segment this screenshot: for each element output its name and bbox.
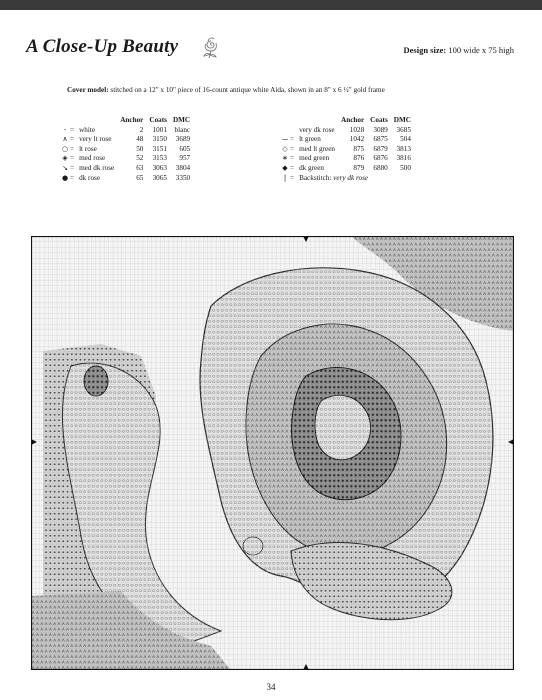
- key-dmc: 3350: [175, 173, 191, 182]
- key-dmc: 3813: [396, 144, 411, 153]
- key-coats: 6875: [373, 135, 388, 144]
- key-row: [60, 154, 193, 164]
- key-dmc: 500: [400, 163, 411, 172]
- key-coats: 1001: [152, 125, 167, 134]
- anchor-header: Anchor: [341, 116, 365, 124]
- design-size: [404, 45, 515, 55]
- backstitch-row: | = Backstitch: very dk rose: [280, 174, 414, 184]
- anchor-header: Anchor: [120, 116, 144, 124]
- color-key-left: [60, 116, 193, 183]
- key-row: [60, 126, 193, 136]
- key-anchor: 875: [353, 144, 365, 153]
- cover-model-label: Cover model:: [67, 86, 109, 94]
- key-symbol: ○: [61, 144, 69, 153]
- dmc-header: DMC: [172, 116, 191, 124]
- key-equals: =: [70, 154, 75, 163]
- key-dmc: 3689: [175, 135, 191, 144]
- key-anchor: 65: [136, 173, 144, 182]
- key-row: [280, 126, 414, 136]
- key-color-name: lt rose: [79, 144, 97, 153]
- key-anchor: 1042: [349, 135, 365, 144]
- key-symbol: ◆: [282, 163, 288, 172]
- key-coats: 3153: [152, 154, 167, 163]
- key-dmc: 605: [179, 144, 191, 153]
- page-number: 34: [266, 682, 276, 692]
- key-color-name: very lt rose: [79, 135, 112, 144]
- backstitch-symbol: |: [283, 173, 287, 182]
- key-color-name: med lt green: [299, 144, 335, 153]
- key-anchor: 876: [353, 154, 365, 163]
- key-color-name: dk green: [299, 163, 325, 172]
- key-coats: 3065: [152, 173, 167, 182]
- key-coats: 6879: [373, 144, 388, 153]
- key-symbol: ↘: [62, 163, 68, 172]
- chart-grid: [31, 236, 514, 670]
- key-anchor: 879: [353, 163, 365, 172]
- key-symbol: ∧: [62, 135, 68, 144]
- key-anchor: 63: [136, 163, 144, 172]
- cover-model-text: stitched on a 12" x 10" piece of 16-count antique white Aida, shown in an 8" x 6 ½" gold frame: [110, 86, 385, 94]
- key-anchor: 48: [136, 135, 144, 144]
- key-anchor: 50: [136, 144, 144, 153]
- key-symbol: ◈: [62, 154, 68, 163]
- key-symbol: [280, 126, 290, 136]
- dmc-header: DMC: [393, 116, 411, 124]
- key-color-name: very dk rose: [299, 125, 335, 134]
- key-equals: =: [70, 173, 75, 182]
- key-equals: =: [290, 163, 295, 172]
- key-anchor: 1028: [349, 125, 365, 134]
- key-symbol: ●: [61, 173, 69, 182]
- key-symbol: ∗: [282, 154, 288, 163]
- key-dmc: 504: [400, 135, 411, 144]
- key-row: [60, 174, 193, 184]
- top-border-bar: [0, 0, 542, 10]
- rose-ornament-icon: [198, 33, 224, 59]
- key-color-name: med green: [299, 154, 330, 163]
- key-symbol: -: [63, 125, 67, 134]
- key-dmc: blanc: [174, 125, 191, 134]
- key-color-name: med rose: [79, 154, 106, 163]
- key-color-name: white: [79, 125, 96, 134]
- page-title: A Close-Up Beauty: [26, 36, 179, 57]
- key-symbol: ◇: [282, 144, 288, 153]
- key-dmc: 3816: [396, 154, 411, 163]
- cover-model-note: [67, 85, 467, 95]
- key-dmc: 957: [179, 154, 191, 163]
- key-equals: =: [290, 144, 295, 153]
- key-coats: 3089: [373, 125, 388, 134]
- backstitch-value: very dk rose: [333, 173, 369, 182]
- key-header-row: [60, 116, 193, 126]
- key-row: [280, 154, 414, 164]
- coats-header: Coats: [370, 116, 388, 124]
- key-coats: 6876: [373, 154, 388, 163]
- key-row: [60, 135, 193, 145]
- backstitch-label: Backstitch:: [299, 173, 332, 182]
- key-header-row: [280, 116, 414, 126]
- key-row: [280, 135, 414, 145]
- coats-header: Coats: [149, 116, 167, 124]
- key-coats: 6880: [373, 163, 388, 172]
- cross-stitch-chart: [31, 236, 514, 670]
- key-coats: 3150: [152, 135, 167, 144]
- design-size-value: 100 wide x 75 high: [448, 45, 514, 55]
- key-anchor: 2: [139, 125, 144, 134]
- key-equals: =: [70, 125, 75, 134]
- key-color-name: med dk rose: [79, 163, 115, 172]
- key-row: [280, 164, 414, 174]
- key-coats: 3151: [152, 144, 167, 153]
- key-symbol: —: [281, 135, 289, 144]
- key-equals: =: [70, 163, 75, 172]
- key-equals: =: [290, 135, 295, 144]
- key-row: [280, 145, 414, 155]
- key-color-name: dk rose: [79, 173, 101, 182]
- key-anchor: 52: [136, 154, 144, 163]
- color-key-right: [280, 116, 414, 183]
- key-dmc: 3685: [396, 125, 411, 134]
- key-color-name: lt green: [299, 135, 321, 144]
- key-equals: =: [290, 154, 295, 163]
- design-size-label: Design size:: [403, 45, 447, 55]
- key-row: [60, 164, 193, 174]
- key-dmc: 3804: [175, 163, 191, 172]
- key-equals: =: [70, 135, 75, 144]
- key-coats: 3063: [152, 163, 167, 172]
- key-equals: =: [70, 144, 75, 153]
- key-row: [60, 145, 193, 155]
